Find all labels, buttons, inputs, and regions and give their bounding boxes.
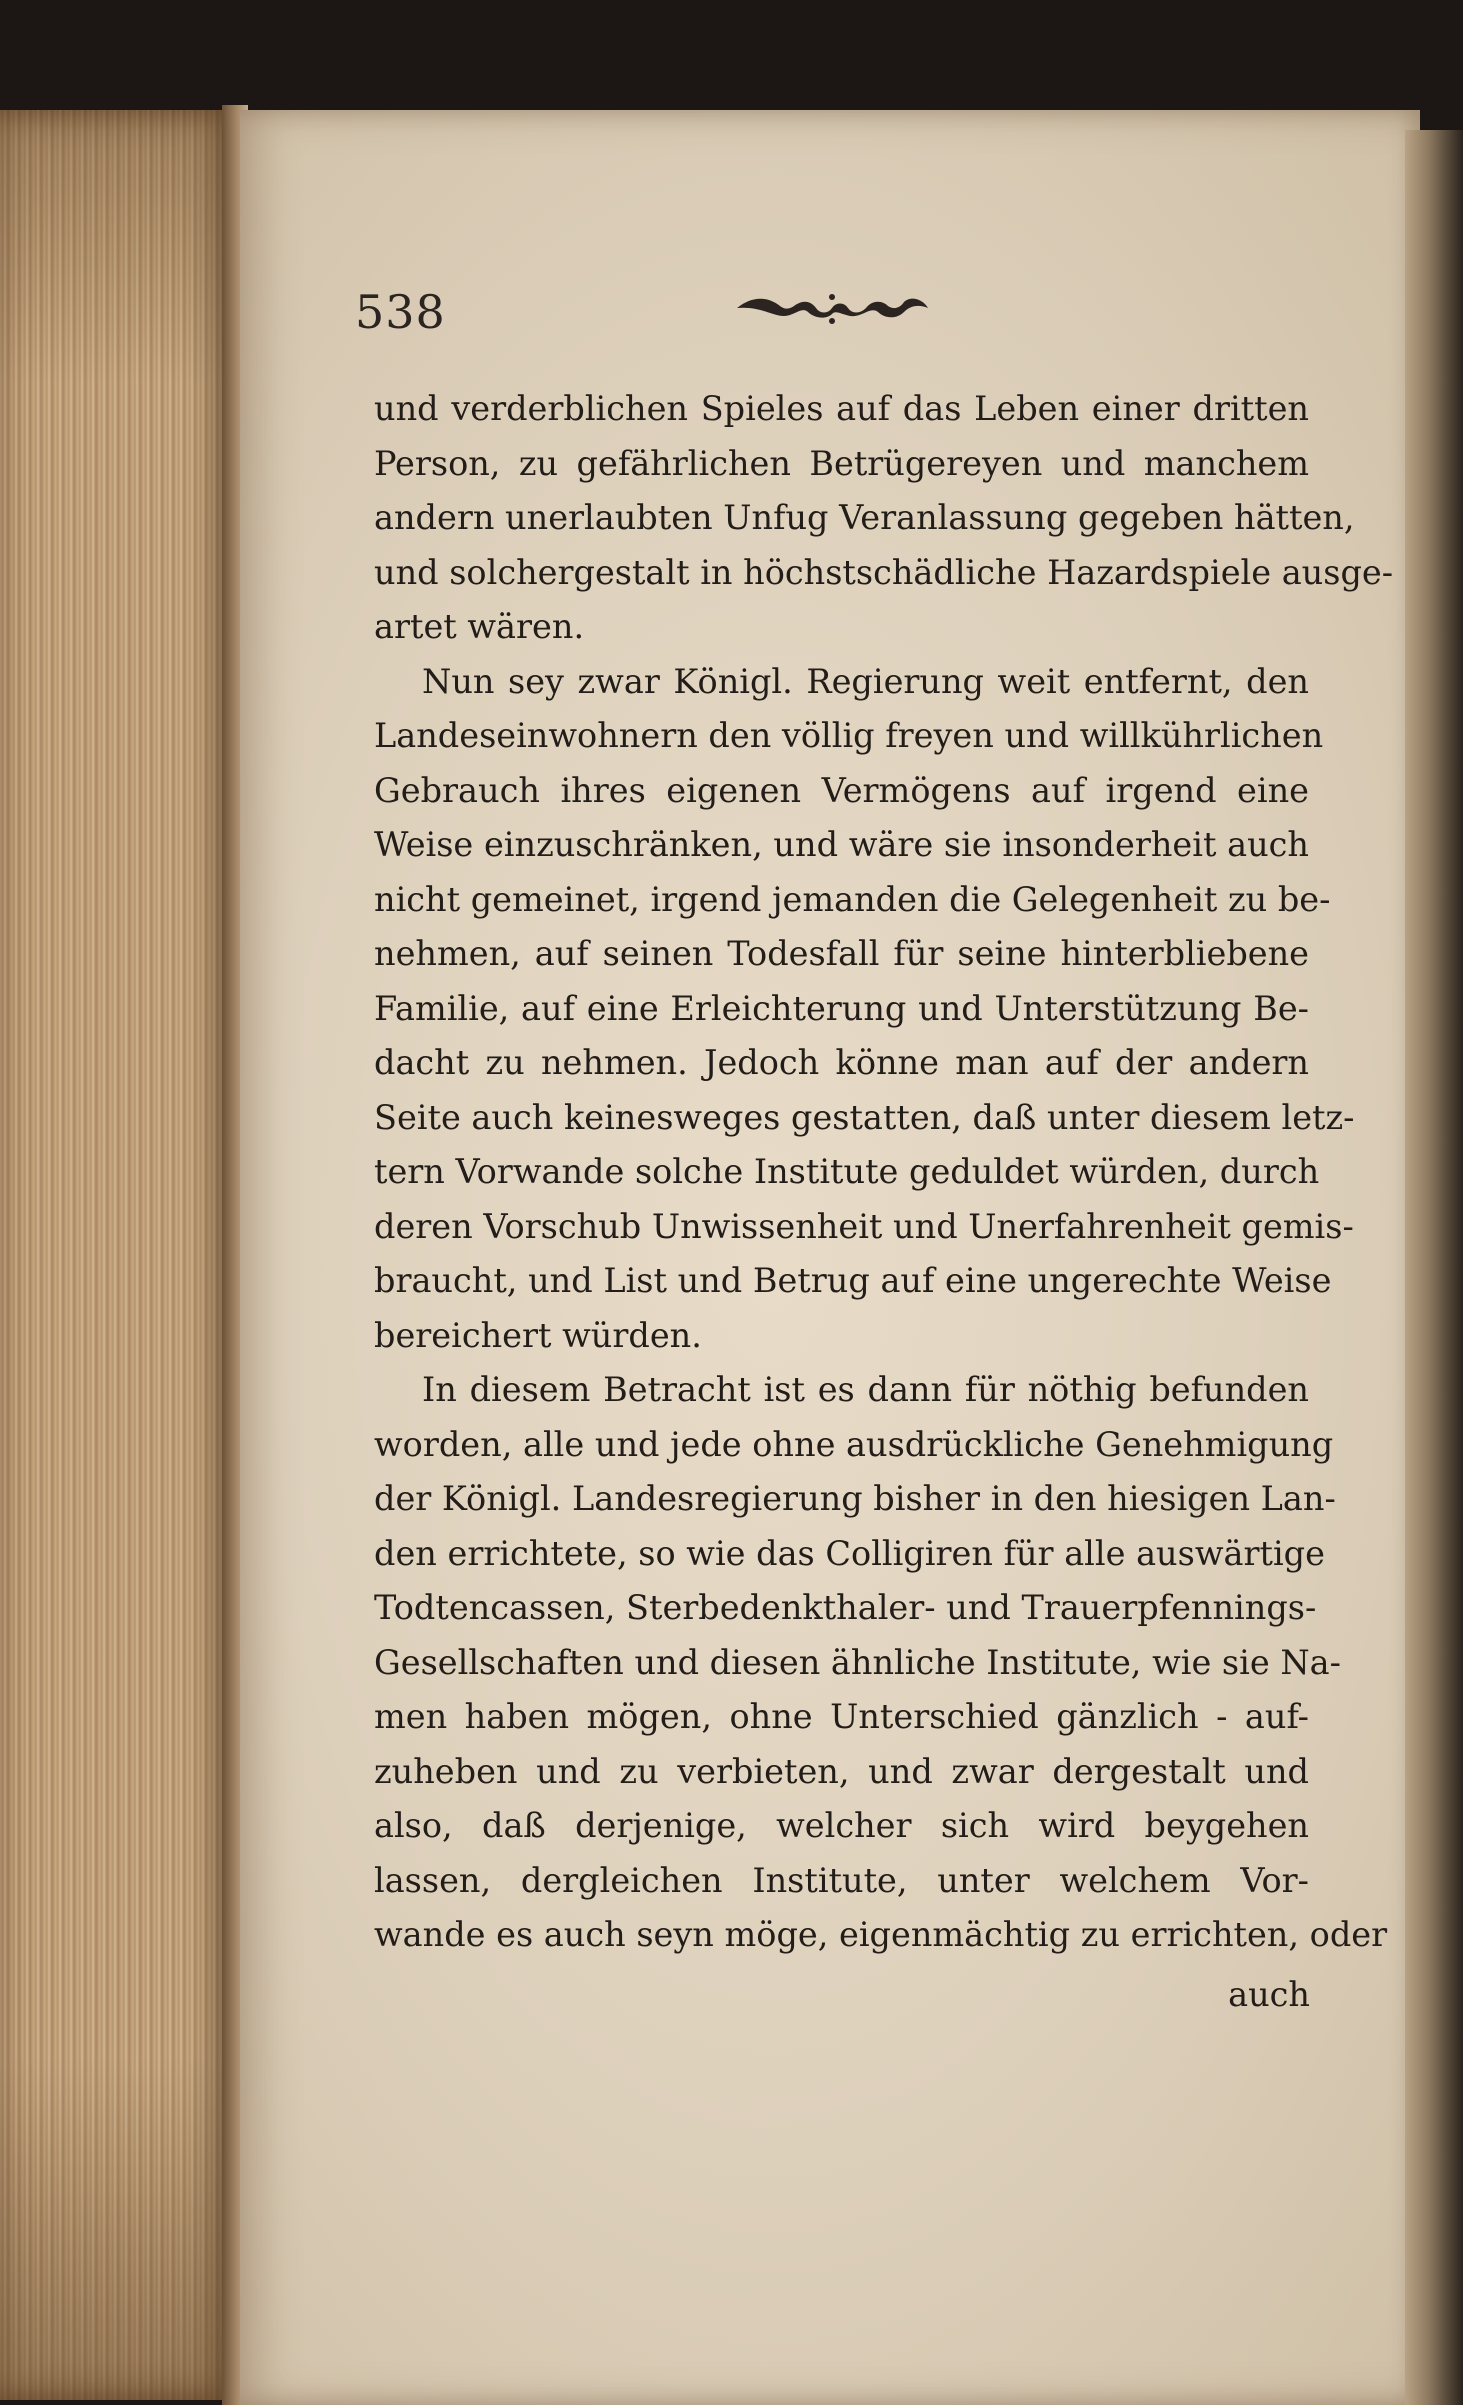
text-line: und solchergestalt in höchstschädliche Hazardspiele ausge- (374, 552, 1394, 592)
text-line: Landeseinwohnern den völlig freyen und willkührlichen (374, 716, 1324, 755)
text-line: lassen, dergleichen Institute, unter welchem Vor- (374, 1860, 1309, 1900)
text-line: Nun sey zwar Königl. Regierung weit entfernt, den (422, 661, 1309, 701)
body-text (374, 382, 1394, 1963)
page-number: 538 (355, 285, 446, 339)
text-line: Familie, auf eine Erleichterung und Unterstützung Be- (374, 988, 1309, 1028)
text-line: zuheben und zu verbieten, und zwar dergestalt und (374, 1751, 1309, 1791)
text-line: und verderblichen Spieles auf das Leben einer dritten (374, 389, 1309, 428)
text-line: also, daß derjenige, welcher sich wird beygehen (374, 1806, 1309, 1845)
paragraph-3 (374, 1363, 1388, 1963)
text-line: Gebrauch ihres eigenen Vermögens auf irgend eine (374, 770, 1309, 810)
text-line: nehmen, auf seinen Todesfall für seine hinterbliebene (374, 934, 1309, 973)
text-line: Gesellschaften und diesen ähnliche Institute, wie sie Na- (374, 1642, 1341, 1682)
page-stack-edge (0, 110, 235, 2400)
text-line: Seite auch keinesweges gestatten, daß unter diesem letz- (374, 1097, 1355, 1137)
text-line: Todtencassen, Sterbedenkthaler- und Trauerpfennings- (374, 1588, 1317, 1627)
text-line: bereichert würden. (374, 1315, 702, 1355)
text-line: Weise einzuschränken, und wäre sie insonderheit auch (374, 825, 1309, 864)
text-line: nicht gemeinet, irgend jemanden die Gelegenheit zu be- (374, 879, 1331, 919)
paragraph-2 (374, 655, 1355, 1364)
text-line: men haben mögen, ohne Unterschied gänzlich - auf- (374, 1697, 1309, 1736)
text-line: den errichtete, so wie das Colligiren für alle auswärtige (374, 1533, 1325, 1573)
header-ornament-icon (732, 288, 932, 328)
text-line: In diesem Betracht ist es dann für nöthig befunden (422, 1370, 1309, 1409)
text-line: Person, zu gefährlichen Betrügereyen und manchem (374, 443, 1309, 483)
text-line: dacht zu nehmen. Jedoch könne man auf der andern (374, 1043, 1309, 1082)
paragraph-1 (374, 382, 1394, 655)
text-line: deren Vorschub Unwissenheit und Unerfahrenheit gemis- (374, 1206, 1354, 1246)
text-line: der Königl. Landesregierung bisher in den hiesigen Lan- (374, 1479, 1336, 1518)
text-line: braucht, und List und Betrug auf eine ungerechte Weise (374, 1261, 1332, 1300)
facing-page-edge (1405, 130, 1463, 2405)
text-line: worden, alle und jede ohne ausdrückliche Genehmigung (374, 1424, 1334, 1464)
text-line: tern Vorwande solche Institute geduldet würden, durch (374, 1152, 1320, 1191)
text-line: wande es auch seyn möge, eigenmächtig zu errichten, oder (374, 1915, 1388, 1954)
text-line: andern unerlaubten Unfug Veranlassung gegeben hätten, (374, 498, 1355, 537)
catchword: auch (1228, 1975, 1310, 2014)
text-line: artet wären. (374, 607, 585, 646)
